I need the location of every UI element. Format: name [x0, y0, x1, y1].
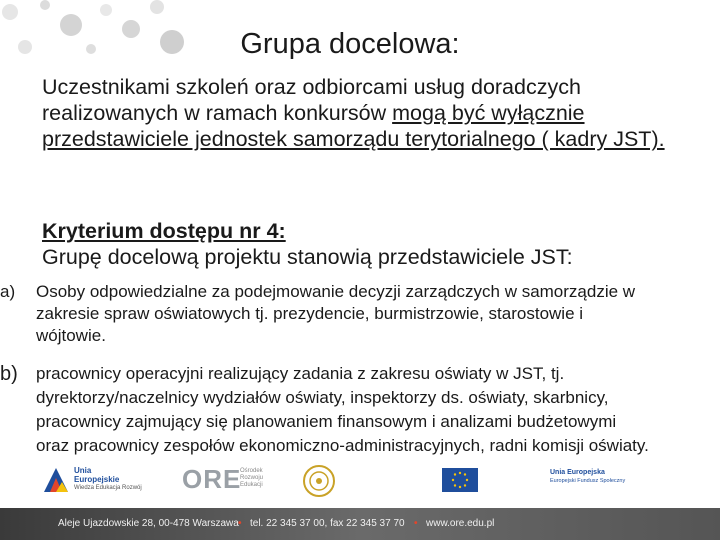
decorative-dot — [2, 4, 18, 20]
footer-separator: • — [414, 518, 418, 529]
intro-text: Uczestnikami szkoleń oraz odbiorcami usług doradczych realizowanych w ramach konkursów — [42, 75, 581, 125]
emblem-logo — [302, 464, 336, 498]
list-marker: b) — [0, 363, 18, 385]
footer-website[interactable]: www.ore.edu.pl — [426, 518, 495, 529]
wer-logo-mark-icon — [42, 466, 70, 494]
footer-bar — [0, 508, 720, 540]
ore-logo-sub1: Ośrodek — [240, 468, 263, 474]
page-title: Grupa docelowa: — [240, 28, 460, 60]
ore-logo-text: ORE — [182, 464, 242, 494]
wer-logo-line1: Unia — [74, 466, 92, 475]
ore-logo — [182, 464, 272, 496]
footer-address: Aleje Ujazdowskie 28, 00-478 Warszawa — [58, 518, 239, 529]
decorative-dot — [40, 0, 50, 10]
eu-flag-icon — [442, 468, 478, 492]
logo-strip — [0, 462, 720, 498]
intro-paragraph — [42, 74, 682, 152]
emblem-icon — [302, 464, 336, 498]
decorative-dot — [150, 0, 164, 14]
eu-logo-line2: Europejski Fundusz Społeczny — [550, 478, 626, 484]
intro-underlined-text: mogą być wyłącznie przedstawiciele jednostek samorządu terytorialnego ( kadry JST). — [42, 101, 665, 151]
footer-phone: tel. 22 345 37 00, fax 22 345 37 70 — [250, 518, 405, 529]
eu-logo-line1: Unia Europejska — [550, 469, 605, 476]
list-item-text: pracownicy operacyjni realizujący zadania z zakresu oświaty w JST, tj. dyrektorzy/naczelnicy wydziałów oświaty, inspektorzy ds. oświaty, skarbnicy, pracownicy zajmujący się planowaniem finansowym i analizami budżetowymi oraz pracownicy zespołów ekonomiczno-administracyjnych, radni komisji oświaty. — [36, 364, 649, 455]
footer-separator: • — [238, 518, 242, 529]
decorative-dot — [100, 4, 112, 16]
criterion-label: Kryterium dostępu nr 4: — [42, 219, 286, 243]
criterion-block — [42, 218, 682, 270]
ore-logo-sub3: Edukacji — [240, 482, 263, 488]
list-marker: a) — [0, 282, 16, 301]
list-item-text: Osoby odpowiedzialne za podejmowanie decyzji zarządczych w samorządzie w zakresie spraw oświatowych tj. prezydencie, burmistrzowie, starostowie i wójtowie. — [36, 282, 636, 345]
wer-logo — [42, 466, 152, 496]
wer-logo-line3: Wiedza Edukacja Rozwój — [74, 485, 142, 491]
ore-logo-sub2: Rozwoju — [240, 475, 264, 481]
eu-logo — [550, 464, 690, 496]
criterion-text: Grupę docelową projektu stanowią przedstawiciele JST: — [42, 245, 573, 269]
wer-logo-line2: Europejskie — [74, 475, 120, 484]
